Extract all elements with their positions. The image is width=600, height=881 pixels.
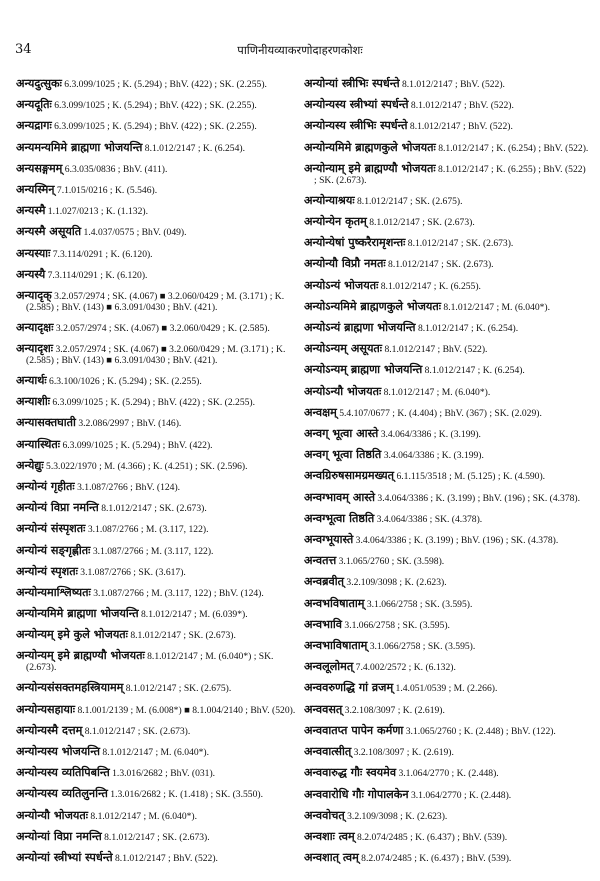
dictionary-entry bbox=[16, 722, 300, 738]
entry-references: 3.4.064/3386 ; K. (3.199). bbox=[381, 450, 484, 462]
entry-references: 1.4.051/0539 ; M. (2.266). bbox=[393, 683, 498, 695]
entry-headword: अन्योन्येषां पुष्करैरामृशन्तः bbox=[304, 235, 406, 250]
dictionary-entry bbox=[304, 828, 590, 844]
dictionary-entry bbox=[16, 629, 300, 642]
entry-references: 8.1.012/2147 ; M. (6.039*). bbox=[138, 609, 248, 621]
entry-references: 3.2.086/2997 ; BhV. (146). bbox=[75, 418, 182, 430]
dictionary-entry bbox=[304, 786, 590, 802]
dictionary-entry bbox=[16, 78, 300, 91]
entry-headword: अन्याशीः bbox=[16, 394, 50, 409]
dictionary-entry bbox=[16, 767, 300, 780]
entry-references: 8.1.012/2147 ; BhV. (522). bbox=[382, 344, 488, 356]
entry-headword: अन्योन्यम् इमे कुले भोजयतः bbox=[16, 627, 128, 642]
entry-headword: अन्योन्यं संस्पृशतः bbox=[16, 521, 86, 536]
entry-references: 3.1.087/2766 ; M. (3.117, 122). bbox=[90, 545, 214, 557]
dictionary-entry bbox=[16, 319, 300, 335]
entry-references: 3.4.064/3386 ; K. (3.199) ; BhV. (196) ; SK. (4.378). bbox=[375, 492, 581, 504]
entry-headword: अन्ववातप्त पापेन कर्मणा bbox=[304, 722, 404, 737]
entry-headword: अन्योन्यमाश्लिष्यतः bbox=[16, 584, 91, 599]
entry-references: 8.1.012/2147 ; BhV. (522). bbox=[408, 100, 514, 112]
dictionary-entry bbox=[16, 343, 300, 367]
dictionary-entry bbox=[304, 78, 590, 91]
dictionary-entry bbox=[304, 746, 590, 759]
dictionary-entry bbox=[16, 849, 300, 865]
entry-references: 3.1.087/2766 ; SK. (3.617). bbox=[77, 566, 186, 578]
dictionary-entry bbox=[16, 478, 300, 494]
entry-headword: अन्योन्यस्य व्यतिपिबन्ति bbox=[16, 765, 110, 780]
entry-references: 3.2.108/3097 ; K. (2.619). bbox=[351, 747, 454, 759]
dictionary-entry bbox=[16, 807, 300, 823]
entry-references: 3.4.064/3386 ; K. (3.199). bbox=[378, 429, 481, 441]
entry-references: 3.1.065/2760 ; SK. (3.598). bbox=[336, 556, 445, 568]
entry-headword: अन्योन्यस्य स्त्रीभ्यां स्पर्धन्ते bbox=[304, 97, 409, 112]
entry-references: 8.1.012/2147 ; M. (6.040*) ; SK. (2.673). bbox=[26, 651, 274, 674]
dictionary-entry bbox=[304, 237, 590, 250]
entry-references: 3.2.109/3098 ; K. (2.623). bbox=[344, 810, 448, 822]
entry-headword: अन्वग्भूयास्ते bbox=[304, 532, 354, 547]
entry-headword: अन्वभावि bbox=[304, 616, 342, 631]
entry-headword: अन्योन्यां विप्रा नमन्ति bbox=[16, 828, 102, 843]
entry-headword: अन्वतत्त bbox=[304, 553, 337, 568]
dictionary-entry bbox=[16, 682, 300, 695]
page-header bbox=[0, 42, 600, 62]
entry-references: 8.1.012/2147 ; SK. (2.675). bbox=[354, 195, 463, 207]
dictionary-entry bbox=[304, 404, 590, 420]
entry-references: 6.3.100/1026 ; K. (5.294) ; SK. (2.255). bbox=[46, 376, 202, 388]
dictionary-entry bbox=[304, 322, 590, 335]
entry-headword: अन्वभाविषाताम् bbox=[304, 638, 368, 653]
entry-headword: अन्योन्यम् इमे ब्राह्मण्यौ भोजयतः bbox=[16, 648, 145, 663]
entry-headword: अन्योन्यं गृहीतः bbox=[16, 478, 75, 493]
entry-headword: अन्योन्यं सङ्गृह्णीतः bbox=[16, 542, 91, 557]
entry-headword: अन्यस्यै bbox=[16, 266, 46, 281]
entry-references: 8.1.012/2147 ; K. (6.254). bbox=[142, 142, 245, 154]
entry-headword: अन्वलूलोमत् bbox=[304, 659, 354, 674]
dictionary-entry bbox=[16, 436, 300, 452]
entry-references: 3.2.109/3098 ; K. (2.623). bbox=[344, 577, 447, 589]
entry-headword: अन्यस्मिन् bbox=[16, 181, 55, 196]
dictionary-entry bbox=[16, 542, 300, 558]
dictionary-entry bbox=[16, 396, 300, 409]
entry-headword: अन्वब्रवीत् bbox=[304, 574, 344, 589]
entry-headword: अन्वशाः त्वम् bbox=[304, 828, 355, 843]
dictionary-entry bbox=[304, 510, 590, 526]
dictionary-entry bbox=[304, 139, 590, 155]
entry-references: 1.4.037/0575 ; BhV. (049). bbox=[81, 227, 187, 239]
entry-references: 5.4.107/0677 ; K. (4.404) ; BhV. (367) ; SK. (2.029). bbox=[336, 407, 542, 419]
dictionary-entry bbox=[304, 576, 590, 589]
dictionary-entry bbox=[304, 701, 590, 717]
dictionary-entry bbox=[16, 417, 300, 430]
dictionary-entry bbox=[304, 343, 590, 356]
entry-headword: अन्यार्थः bbox=[16, 373, 47, 388]
entry-references: 7.3.114/0291 ; K. (6.120). bbox=[50, 248, 153, 260]
entry-references: 8.1.012/2147 ; K. (6.255). bbox=[378, 280, 481, 292]
entry-headword: अन्यदुत्सुकः bbox=[16, 76, 62, 90]
dictionary-entry bbox=[16, 181, 300, 197]
entry-headword: अन्वभविषाताम् bbox=[304, 595, 365, 610]
entry-headword: अन्वक्षम् bbox=[304, 404, 337, 419]
dictionary-entry bbox=[304, 216, 590, 229]
dictionary-entry bbox=[304, 722, 590, 738]
entry-headword: अन्येद्युः bbox=[16, 457, 44, 472]
dictionary-entry bbox=[16, 502, 300, 515]
entry-headword: अन्यादृक्षः bbox=[16, 319, 54, 334]
entry-references: 3.2.057/2974 ; SK. (4.067) ■ 3.2.060/0429 ; M. (3.171) ; K. (2.585) ; BhV. (143) ■ 6.3.091/0430 ; BhV. (421). bbox=[26, 290, 285, 313]
entry-references: 8.1.012/2147 ; SK. (2.673). bbox=[82, 725, 191, 737]
entry-references: 3.4.064/3386 ; SK. (4.378). bbox=[374, 513, 483, 525]
dictionary-entry bbox=[16, 99, 300, 112]
entry-references: 7.1.015/0216 ; K. (5.546). bbox=[54, 184, 158, 196]
dictionary-entry bbox=[304, 120, 590, 133]
entry-headword: अन्योऽन्यमिमे ब्राह्मणकुले भोजयतः bbox=[304, 298, 442, 313]
dictionary-entry bbox=[16, 120, 300, 133]
entry-headword: अन्यास्थितः bbox=[16, 436, 61, 451]
entry-references: 8.1.012/2147 ; SK. (2.675). bbox=[123, 683, 232, 695]
dictionary-entry bbox=[16, 523, 300, 536]
entry-references: 3.2.108/3097 ; K. (2.619). bbox=[342, 704, 445, 716]
entry-references: 8.2.074/2485 ; K. (6.437) ; BhV. (539). bbox=[358, 853, 512, 865]
dictionary-entry bbox=[304, 99, 590, 112]
entry-references: 8.1.012/2147 ; SK. (2.673). bbox=[366, 217, 475, 229]
dictionary-entry bbox=[304, 298, 590, 314]
entry-headword: अन्योऽन्यं ब्राह्मणा भोजयन्ति bbox=[304, 320, 416, 335]
entry-headword: अन्योन्येन कृतम् bbox=[304, 214, 367, 229]
entry-references: 8.1.012/2147 ; M. (6.040*). bbox=[88, 810, 198, 822]
dictionary-entry bbox=[16, 245, 300, 261]
entry-references: 7.4.002/2572 ; K. (6.132). bbox=[353, 662, 456, 674]
entry-references: 8.1.012/2147 ; M. (6.040*). bbox=[100, 747, 210, 759]
entry-references: 3.1.064/2770 ; K. (2.448). bbox=[396, 768, 499, 780]
entry-headword: अन्योऽन्यं भोजयतः bbox=[304, 277, 379, 292]
entry-headword: अन्यादृशः bbox=[16, 341, 54, 356]
dictionary-entry bbox=[16, 746, 300, 759]
entry-references: 3.1.066/2758 ; SK. (3.595). bbox=[367, 641, 476, 653]
entry-headword: अन्योन्यां स्त्रीभ्यां स्पर्धन्ते bbox=[16, 849, 113, 864]
dictionary-entry bbox=[16, 563, 300, 579]
dictionary-entry bbox=[304, 682, 590, 695]
entry-references: 6.3.099/1025 ; K. (5.294) ; BhV. (422). bbox=[60, 439, 213, 451]
entry-headword: अन्योन्यं स्पृशतः bbox=[16, 563, 78, 578]
entry-headword: अन्योन्यस्मै दत्तम् bbox=[16, 722, 83, 737]
dictionary-entry bbox=[304, 661, 590, 674]
dictionary-entry bbox=[16, 608, 300, 621]
entry-references: 3.1.066/2758 ; SK. (3.595). bbox=[342, 619, 450, 631]
entry-references: 8.1.012/2147 ; M. (6.040*). bbox=[381, 386, 491, 398]
dictionary-entry bbox=[304, 277, 590, 293]
entry-headword: अन्यस्मै bbox=[16, 203, 46, 218]
entry-headword: अन्ववात्सीत् bbox=[304, 744, 352, 759]
dictionary-entry bbox=[304, 449, 590, 462]
dictionary-entry bbox=[16, 160, 300, 176]
dictionary-entry bbox=[16, 788, 300, 801]
dictionary-entry bbox=[304, 364, 590, 377]
dictionary-entry bbox=[16, 457, 300, 473]
entry-references: 6.3.099/1025 ; K. (5.294) ; BhV. (422) ; SK. (2.255). bbox=[50, 397, 256, 409]
entry-references: 8.1.001/2139 ; M. (6.008*) ■ 8.1.004/2140 ; BhV. (520). bbox=[75, 704, 296, 716]
dictionary-entry bbox=[16, 205, 300, 218]
entry-headword: अन्यासक्तघाती bbox=[16, 415, 76, 430]
dictionary-entry bbox=[16, 701, 300, 717]
entry-headword: अन्ववारोधि गौः गोपालकेन bbox=[304, 786, 409, 801]
dictionary-entry bbox=[304, 470, 590, 483]
dictionary-entry bbox=[304, 383, 590, 399]
entry-headword: अन्यमन्यमिमे ब्राह्मणा भोजयन्ति bbox=[16, 139, 143, 154]
entry-headword: अन्यादृक् bbox=[16, 287, 52, 302]
entry-headword: अन्योन्यं विप्रा नमन्ति bbox=[16, 500, 99, 515]
entry-references: 3.1.087/2766 ; M. (3.117, 122). bbox=[85, 524, 209, 536]
entry-references: 6.1.115/3518 ; M. (5.125) ; K. (4.590). bbox=[394, 471, 546, 483]
entry-references: 8.1.012/2147 ; BhV. (522). bbox=[399, 79, 505, 90]
dictionary-entry bbox=[304, 595, 590, 611]
entry-references: 8.1.012/2147 ; K. (6.255) ; BhV. (522) ; SK. (2.673). bbox=[314, 163, 586, 186]
dictionary-entry bbox=[16, 139, 300, 155]
entry-references: 8.1.012/2147 ; SK. (2.673). bbox=[405, 238, 514, 250]
dictionary-entry bbox=[304, 534, 590, 547]
entry-references: 8.1.012/2147 ; SK. (2.673). bbox=[385, 259, 494, 271]
entry-headword: अन्वग्रिरुषसामग्रमख्यत् bbox=[304, 468, 395, 483]
entry-references: 1.1.027/0213 ; K. (1.132). bbox=[45, 206, 148, 218]
entry-headword: अन्योन्यमिमे ब्राह्मणकुले भोजयतः bbox=[304, 139, 436, 154]
entry-headword: अन्यस्याः bbox=[16, 245, 51, 260]
entry-references: 6.3.099/1025 ; K. (5.294) ; BhV. (422) ; SK. (2.255). bbox=[61, 79, 267, 90]
entry-headword: अन्योन्यसहायाः bbox=[16, 701, 76, 716]
entry-references: 3.1.087/2766 ; M. (3.117, 122) ; BhV. (124). bbox=[90, 587, 264, 599]
entry-references: 8.1.012/2147 ; BhV. (522). bbox=[112, 852, 218, 864]
entry-headword: अन्वग्भावम् आस्ते bbox=[304, 489, 375, 504]
dictionary-entry bbox=[304, 852, 590, 865]
dictionary-entry bbox=[304, 807, 590, 823]
dictionary-entry bbox=[304, 616, 590, 632]
entry-headword: अन्योन्यमिमे ब्राह्मणा भोजयन्ति bbox=[16, 606, 139, 621]
page-number: 34 bbox=[15, 42, 32, 57]
entry-references: 3.1.066/2758 ; SK. (3.595). bbox=[364, 598, 473, 610]
entry-references: 8.1.012/2147 ; K. (6.254). bbox=[422, 365, 525, 377]
entry-references: 7.3.114/0291 ; K. (6.120). bbox=[45, 269, 148, 281]
dictionary-entry bbox=[304, 258, 590, 271]
entry-headword: अन्ववोचत् bbox=[304, 807, 345, 822]
dictionary-entry bbox=[16, 375, 300, 388]
entry-references: 8.1.012/2147 ; SK. (2.673). bbox=[101, 831, 210, 843]
entry-references: 3.4.064/3386 ; K. (3.199) ; BhV. (196) ; SK. (4.378). bbox=[353, 535, 559, 547]
dictionary-entry bbox=[304, 192, 590, 208]
entry-headword: अन्वग्भूत्वा तिष्ठति bbox=[304, 510, 375, 525]
dictionary-entry bbox=[16, 266, 300, 282]
dictionary-entry bbox=[16, 584, 300, 600]
running-title: पाणिनीयव्याकरणोदाहरणकोशः bbox=[237, 43, 363, 57]
entry-headword: अन्योन्यौ भोजयतः bbox=[16, 807, 89, 822]
entry-references: 8.1.012/2147 ; BhV. (522). bbox=[407, 121, 513, 133]
entry-references: 8.1.012/2147 ; K. (6.254) ; BhV. (522). bbox=[435, 142, 589, 154]
dictionary-entry bbox=[304, 428, 590, 441]
entry-references: 6.3.099/1025 ; K. (5.294) ; BhV. (422) ; SK. (2.255). bbox=[51, 121, 257, 133]
entry-references: 3.1.064/2770 ; K. (2.448). bbox=[408, 789, 512, 801]
entry-headword: अन्योन्यौ विप्रौ नमतः bbox=[304, 256, 386, 271]
dictionary-entry bbox=[304, 640, 590, 653]
right-column bbox=[304, 78, 590, 865]
entry-references: 3.2.057/2974 ; SK. (4.067) ■ 3.2.060/0429 ; M. (3.171) ; K. (2.585) ; BhV. (143) ■ 6.3.091/0430 ; BhV. (421). bbox=[26, 344, 286, 366]
entry-references: 6.3.099/1025 ; K. (5.294) ; BhV. (422) ; SK. (2.255). bbox=[51, 100, 257, 112]
left-column bbox=[16, 78, 300, 865]
entry-references: 3.2.057/2974 ; SK. (4.067) ■ 3.2.060/0429 ; K. (2.585). bbox=[53, 322, 270, 334]
entry-headword: अन्योन्यस्य भोजयन्ति bbox=[16, 744, 101, 759]
entry-headword: अन्योन्यस्य स्त्रीभिः स्पर्धन्ते bbox=[304, 118, 408, 133]
entry-headword: अन्यसङ्गमम् bbox=[16, 160, 63, 175]
entry-references: 3.1.065/2760 ; K. (2.448) ; BhV. (122). bbox=[403, 725, 556, 737]
dictionary-entry bbox=[304, 160, 590, 187]
entry-headword: अन्ववसत् bbox=[304, 701, 343, 716]
entry-references: 6.3.035/0836 ; BhV. (411). bbox=[62, 163, 168, 175]
entry-headword: अन्वशात् त्वम् bbox=[304, 850, 359, 865]
entry-headword: अन्योन्यां स्त्रीभिः स्पर्धन्ते bbox=[304, 76, 400, 90]
entry-references: 3.1.087/2766 ; BhV. (124). bbox=[74, 481, 181, 493]
entry-headword: अन्योन्यस्य व्यतिलुनन्ति bbox=[16, 786, 108, 801]
entry-references: 1.3.016/2682 ; K. (1.418) ; SK. (3.550). bbox=[107, 789, 263, 801]
entry-headword: अन्ववारुद्ध गौः स्वयमेव bbox=[304, 765, 397, 780]
entry-headword: अन्योऽन्यम् ब्राह्मणा भोजयन्ति bbox=[304, 362, 423, 377]
entry-headword: अन्यस्मै असूयति bbox=[16, 224, 82, 239]
dictionary-entry bbox=[304, 555, 590, 568]
entry-references: 8.1.012/2147 ; SK. (2.673). bbox=[127, 630, 236, 642]
entry-references: 8.1.012/2147 ; M. (6.040*). bbox=[441, 301, 551, 313]
entry-headword: अन्योन्याश्रयः bbox=[304, 192, 355, 207]
entry-headword: अन्योन्याम् इमे ब्राह्मण्यौ भोजयतः bbox=[304, 160, 436, 175]
entry-headword: अन्ववरुणद्धि गां व्रजम् bbox=[304, 680, 394, 695]
entry-references: 8.1.012/2147 ; K. (6.254). bbox=[415, 323, 519, 335]
dictionary-entry bbox=[16, 226, 300, 239]
entry-headword: अन्वग् भूत्वा आस्ते bbox=[304, 426, 379, 441]
entry-headword: अन्वग् भूत्वा तिष्ठति bbox=[304, 447, 382, 462]
entry-headword: अन्यद्रागः bbox=[16, 118, 52, 133]
dictionary-entry bbox=[16, 287, 300, 314]
entry-references: 8.1.012/2147 ; SK. (2.673). bbox=[98, 503, 207, 515]
dictionary-entry bbox=[16, 650, 300, 674]
entry-headword: अन्योन्यसंसक्तमहस्त्रियामम् bbox=[16, 680, 124, 695]
entry-headword: अन्यदूतिः bbox=[16, 97, 52, 112]
dictionary-entry bbox=[304, 767, 590, 780]
entry-references: 8.2.074/2485 ; K. (6.437) ; BhV. (539). bbox=[354, 831, 508, 843]
entry-headword: अन्योऽन्यम् असूयतः bbox=[304, 341, 383, 356]
dictionary-entry bbox=[16, 828, 300, 844]
entry-headword: अन्योऽन्यौ भोजयतः bbox=[304, 383, 382, 398]
entry-references: 5.3.022/1970 ; M. (4.366) ; K. (4.251) ; SK. (2.596). bbox=[43, 460, 248, 472]
dictionary-entry bbox=[304, 489, 590, 505]
entry-references: 1.3.016/2682 ; BhV. (031). bbox=[109, 768, 216, 780]
